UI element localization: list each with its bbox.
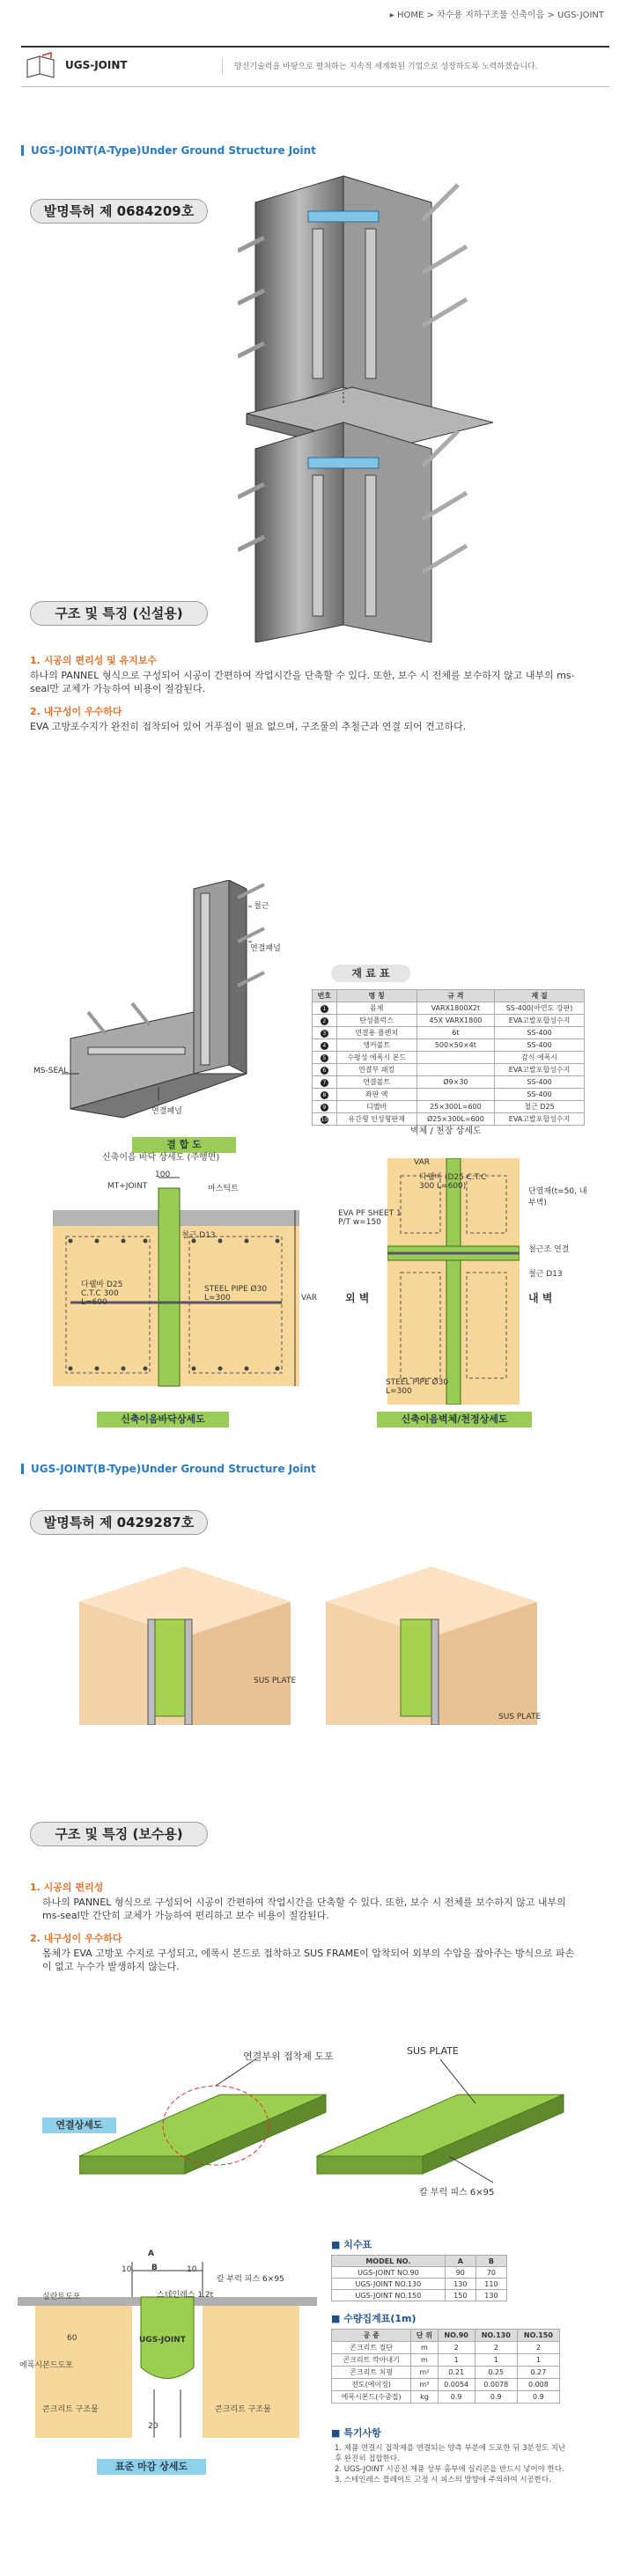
feature-a-1-text: 하나의 PANNEL 형식으로 구성되어 시공이 간편하여 작업시간을 단축할 수 있다. 또한, 보수 시 전체를 보수하지 않고 내부의 ms-seal만 교체가 가능하여 비용이 절감된다. — [30, 670, 575, 694]
table-cell — [417, 1064, 494, 1076]
row-number: 10 — [321, 1116, 328, 1123]
table-cell: m — [411, 2342, 438, 2354]
feature-b-1-heading: 1. 시공의 편리성 — [30, 1882, 104, 1893]
table-cell: 1 — [438, 2354, 475, 2367]
table-cell: 콘크리트 깍아내기 — [332, 2354, 411, 2367]
table-row — [313, 1101, 585, 1113]
table-cell: kg — [411, 2391, 438, 2404]
wall-detail-subtitle: 벽체 / 천장 상세도 — [410, 1127, 482, 1136]
table-cell: 유간형 인성형판재 — [336, 1113, 417, 1126]
table-cell: 콘크리트 치핑 — [332, 2367, 411, 2379]
table-cell: 90 — [445, 2267, 476, 2279]
wall-label-joint: 철근조 연결 — [528, 1245, 570, 1254]
wall-label-var: VAR — [414, 1158, 430, 1167]
dimensions-col: B — [476, 2256, 506, 2267]
feature-list-a — [30, 653, 593, 733]
feature-b-2-heading: 2. 내구성이 우수하다 — [30, 1933, 122, 1944]
std-label-20: 20 — [148, 2422, 158, 2431]
table-cell: UGS-JOINT NO.150 — [332, 2290, 446, 2301]
quantities-col: 공 종 — [332, 2330, 411, 2342]
row-number: 9 — [321, 1104, 328, 1112]
materials-col: 재 질 — [495, 990, 585, 1002]
connection-detail-drawing — [79, 2059, 572, 2191]
table-cell: 0.25 — [475, 2367, 517, 2379]
floor-label-mt: MT+JOINT — [107, 1182, 148, 1191]
assembly-label-panel-bottom: 연결패널 — [151, 1107, 182, 1116]
table-cell: Ø25×300L=600 — [417, 1113, 494, 1126]
table-row — [332, 2391, 560, 2404]
table-cell: SS-400(아연도 강판) — [495, 1002, 585, 1015]
table-cell: 2 — [438, 2342, 475, 2354]
table-cell: 앵커볼트 — [336, 1039, 417, 1052]
feature-a-1-heading: 1. 시공의 편리성 및 유지보수 — [30, 655, 158, 666]
table-cell: 0.008 — [517, 2379, 559, 2391]
notes-title: ■ 특기사항 — [331, 2427, 381, 2439]
table-cell: 0.27 — [517, 2367, 559, 2379]
row-number: 1 — [321, 1005, 328, 1013]
table-row — [313, 1076, 585, 1089]
page-description: 양신기술력을 바탕으로 펼쳐하는 지속적 세계화된 기업으로 성장하도록 노력하겠습니다. — [234, 62, 538, 71]
row-number: 3 — [321, 1030, 328, 1038]
floor-label-mastic: 마스틱트 — [208, 1185, 239, 1193]
assembly-label-rebar: 철근 — [254, 902, 269, 911]
table-cell: SS-400 — [495, 1076, 585, 1089]
table-cell: 철근 D25 — [495, 1101, 585, 1113]
patent-a-badge: 발명특허 제 0684209호 — [30, 199, 208, 224]
connection-label-sus: SUS PLATE — [407, 2045, 459, 2057]
dimensions-title-text: 치수표 — [343, 2239, 372, 2250]
table-cell: m³ — [411, 2379, 438, 2391]
feature-pill-new: 구조 및 특징 (신설용) — [30, 601, 208, 626]
table-row — [332, 2354, 560, 2367]
materials-header-row — [313, 990, 585, 1002]
table-cell: 연결용 플렌치 — [336, 1027, 417, 1039]
materials-col: 명 칭 — [336, 990, 417, 1002]
table-cell: SS-400 — [495, 1089, 585, 1101]
quantities-col: NO.90 — [438, 2330, 475, 2342]
table-cell: m — [411, 2354, 438, 2367]
table-cell: 0.9 — [438, 2391, 475, 2404]
assembly-caption: 결 합 도 — [132, 1137, 236, 1153]
floor-label-var: VAR — [301, 1294, 317, 1303]
table-cell: 110 — [476, 2279, 506, 2290]
assembly-label-panel-right: 연결패널 — [250, 944, 281, 953]
dimensions-header-row — [332, 2256, 507, 2267]
connection-label-bolt: 칼 부럭 피스 6×95 — [419, 2188, 495, 2198]
table-cell: 2 — [517, 2342, 559, 2354]
std-label-stainless: 스테인레스 1.2t — [157, 2291, 214, 2300]
table-row — [332, 2290, 507, 2301]
table-cell: 연결부 패킹 — [336, 1064, 417, 1076]
table-row — [332, 2279, 507, 2290]
floor-label-dowel: 다웰바 D25 C.T.C 300 L=600 — [81, 1281, 123, 1307]
table-cell: 0.9 — [475, 2391, 517, 2404]
quantities-col: 단 위 — [411, 2330, 438, 2342]
row-number: 8 — [321, 1091, 328, 1099]
table-row — [313, 1039, 585, 1052]
table-cell: SS-400 — [495, 1039, 585, 1052]
row-number: 4 — [321, 1042, 328, 1050]
quantities-col: NO.130 — [475, 2330, 517, 2342]
table-cell: 150 — [445, 2290, 476, 2301]
b-type-sus-label-2: SUS PLATE — [498, 1713, 542, 1721]
table-cell: 연결볼트 — [336, 1076, 417, 1089]
standard-detail-drawing — [18, 2235, 317, 2455]
table-cell: Ø9×30 — [417, 1076, 494, 1089]
table-cell: 디벨바 — [336, 1101, 417, 1113]
connection-detail-tag: 연결상세도 — [42, 2117, 116, 2133]
table-cell: 0.9 — [517, 2391, 559, 2404]
table-row — [313, 1002, 585, 1015]
assembly-illustration — [53, 880, 291, 1135]
table-cell: 6t — [417, 1027, 494, 1039]
table-cell: 130 — [445, 2279, 476, 2290]
table-cell: UGS-JOINT NO.130 — [332, 2279, 446, 2290]
floor-label-rebar: 철근 D13 — [181, 1231, 216, 1240]
table-cell: 1 — [475, 2354, 517, 2367]
joint-a-exploded-illustration — [238, 167, 502, 642]
wall-label-inner: 내 벽 — [528, 1292, 553, 1304]
table-cell: 에폭시본드(수중접) — [332, 2391, 411, 2404]
row-number: 5 — [321, 1054, 328, 1062]
std-label-b: B — [151, 2264, 158, 2272]
std-label-bolt: 칼 부럭 피스 6×95 — [217, 2275, 284, 2284]
notes-title-text: 특기사항 — [343, 2427, 381, 2439]
table-cell: 2 — [475, 2342, 517, 2354]
table-row — [313, 1015, 585, 1027]
quantities-col: NO.150 — [517, 2330, 559, 2342]
b-type-illustration-left — [70, 1549, 299, 1725]
notes-list — [335, 2443, 572, 2485]
quantities-title: ■ 수량집계표(1m) — [331, 2313, 417, 2324]
row-number: 2 — [321, 1017, 328, 1025]
feature-pill-repair: 구조 및 특징 (보수용) — [30, 1822, 208, 1846]
book-icon — [25, 51, 56, 81]
table-row — [332, 2379, 560, 2391]
materials-table — [312, 989, 585, 1126]
table-cell: 25×300L=600 — [417, 1101, 494, 1113]
table-row — [332, 2367, 560, 2379]
page-title: UGS-JOINT — [65, 59, 128, 71]
feature-a-2-text: EVA 고방포수지가 완전히 접착되어 있어 거푸집이 필요 없으며, 구조물의 추철근과 연결 되어 견고하다. — [30, 721, 467, 732]
table-cell: EVA고발포합성수지 — [495, 1064, 585, 1076]
breadcrumb[interactable]: ▸ HOME > 차수용 지하구조물 신축이음 > UGS-JOINT — [389, 11, 604, 20]
note-item: 3. 스테인레스 플레이트 고정 시 피스의 방향에 주의하여 시공한다. — [335, 2476, 551, 2484]
assembly-label-ms-seal: MS-SEAL — [33, 1067, 69, 1075]
note-item: 2. UGS-JOINT 시공전 제품 상부 홈부에 실리콘을 반드시 넣어야 한다. — [335, 2465, 564, 2474]
patent-b-badge: 발명특허 제 0429287호 — [30, 1510, 208, 1535]
table-row — [313, 1027, 585, 1039]
floor-detail-subtitle: 신축이음 바닥 상세도 (주행면) — [102, 1153, 220, 1163]
dimensions-title: ■ 치수표 — [331, 2239, 372, 2250]
table-row — [313, 1052, 585, 1064]
table-cell — [417, 1052, 494, 1064]
section-b-title: UGS-JOINT(B-Type)Under Ground Structure Joint — [21, 1463, 316, 1475]
table-row — [313, 1089, 585, 1101]
table-cell: 0.21 — [438, 2367, 475, 2379]
std-label-epoxy: 에폭시본드도포 — [19, 2361, 73, 2370]
table-cell: m² — [411, 2367, 438, 2379]
table-cell: UGS-JOINT NO.90 — [332, 2267, 446, 2279]
wall-detail-drawing — [387, 1158, 520, 1405]
feature-b-2-text: 몸체가 EVA 고방포 수지로 구성되고, 에폭시 본드로 접착하고 SUS FRAME이 압착되어 외부의 수압을 잡아주는 방식으로 파손이 없고 누수가 발생하지 않는다. — [42, 1948, 575, 1972]
std-label-concrete-right: 콘크리트 구조물 — [215, 2405, 271, 2414]
table-cell: 감식 에폭시 — [495, 1052, 585, 1064]
connection-label-adhesive: 연결부위 접착제 도포 — [243, 2051, 334, 2062]
table-cell: EVA고발포합성수지 — [495, 1113, 585, 1126]
table-cell: VARX1800X2t — [417, 1002, 494, 1015]
wall-detail-caption: 신축이음벽체/천정상세도 — [377, 1412, 532, 1427]
row-number: 7 — [321, 1079, 328, 1087]
floor-label-pipe: STEEL PIPE Ø30 L=300 — [204, 1285, 268, 1303]
row-number: 6 — [321, 1067, 328, 1075]
wall-label-pvc: EVA PF SHEET 1 P/T w=150 — [338, 1209, 402, 1227]
dimensions-col: A — [445, 2256, 476, 2267]
section-a-title: UGS-JOINT(A-Type)Under Ground Structure Joint — [21, 144, 316, 157]
table-cell: 좌판 액 — [336, 1089, 417, 1101]
table-cell — [417, 1089, 494, 1101]
table-cell: 500×50×4t — [417, 1039, 494, 1052]
wall-label-outer: 외 벽 — [345, 1292, 370, 1304]
std-label-10b: 10 — [187, 2265, 197, 2274]
std-label-concrete-left: 콘크리트 구조물 — [42, 2405, 99, 2414]
dimensions-table — [331, 2255, 507, 2301]
table-cell: SS-400 — [495, 1027, 585, 1039]
wall-label-dowel: 다웰바 (D25 C.T.C 300 L=600) — [419, 1173, 487, 1191]
table-cell: 몸체 — [336, 1002, 417, 1015]
table-cell: 0.0078 — [475, 2379, 517, 2391]
quantities-header-row — [332, 2330, 560, 2342]
std-label-60: 60 — [67, 2334, 77, 2343]
floor-label-width: 100 — [155, 1171, 171, 1179]
table-cell: EVA고발포합성수지 — [495, 1015, 585, 1027]
quantities-table — [331, 2329, 560, 2404]
std-label-name: UGS-JOINT — [139, 2336, 186, 2345]
table-cell: 1 — [517, 2354, 559, 2367]
std-label-10a: 10 — [122, 2265, 132, 2274]
materials-title: 재 료 표 — [331, 965, 410, 982]
table-cell: 콘크리트 절단 — [332, 2342, 411, 2354]
wall-label-pipe: STEEL PIPE Ø30 L=300 — [386, 1378, 449, 1396]
note-item: 1. 제품 연결시 접착제를 연결되는 양측 부분에 도포한 뒤 3분정도 지난 후 완전히 접합한다. — [335, 2444, 566, 2463]
std-label-sealant: 실란트도포 — [42, 2293, 81, 2301]
b-type-sus-label-1: SUS PLATE — [254, 1677, 297, 1685]
feature-list-b — [30, 1880, 576, 1973]
std-detail-caption: 표준 마감 상세도 — [97, 2459, 206, 2475]
feature-b-1-text: 하나의 PANNEL 형식으로 구성되어 시공이 간편하여 작업시간을 단축할 수 있다. 또한, 보수 시 전체를 보수하지 않고 내부의 ms-seal만 간단히 교체가 가능하여 편리하고 보수 비용이 절감된다. — [42, 1897, 566, 1921]
table-row — [332, 2267, 507, 2279]
table-cell: 70 — [476, 2267, 506, 2279]
table-row — [313, 1064, 585, 1076]
materials-col: 규 격 — [417, 990, 494, 1002]
table-cell: 0.0054 — [438, 2379, 475, 2391]
materials-col: 번호 — [313, 990, 337, 1002]
quantities-title-text: 수량집계표(1m) — [343, 2313, 417, 2324]
page-header — [21, 46, 609, 87]
table-cell: 130 — [476, 2290, 506, 2301]
table-cell: 45X VARX1800 — [417, 1015, 494, 1027]
std-label-a: A — [148, 2249, 154, 2258]
table-cell: 탄성플럭스 — [336, 1015, 417, 1027]
table-cell: 수평성 에폭시 본드 — [336, 1052, 417, 1064]
b-type-illustration-right — [317, 1549, 546, 1725]
wall-label-seal: 단열재(t=50, 내부벽) — [528, 1187, 587, 1207]
wall-label-beam: 철근 D13 — [528, 1270, 563, 1279]
table-row — [332, 2342, 560, 2354]
floor-detail-caption: 신축이음바닥상세도 — [97, 1412, 229, 1427]
dimensions-col: MODEL NO. — [332, 2256, 446, 2267]
feature-a-2-heading: 2. 내구성이 우수하다 — [30, 706, 122, 717]
table-cell: 전도(에이징) — [332, 2379, 411, 2391]
